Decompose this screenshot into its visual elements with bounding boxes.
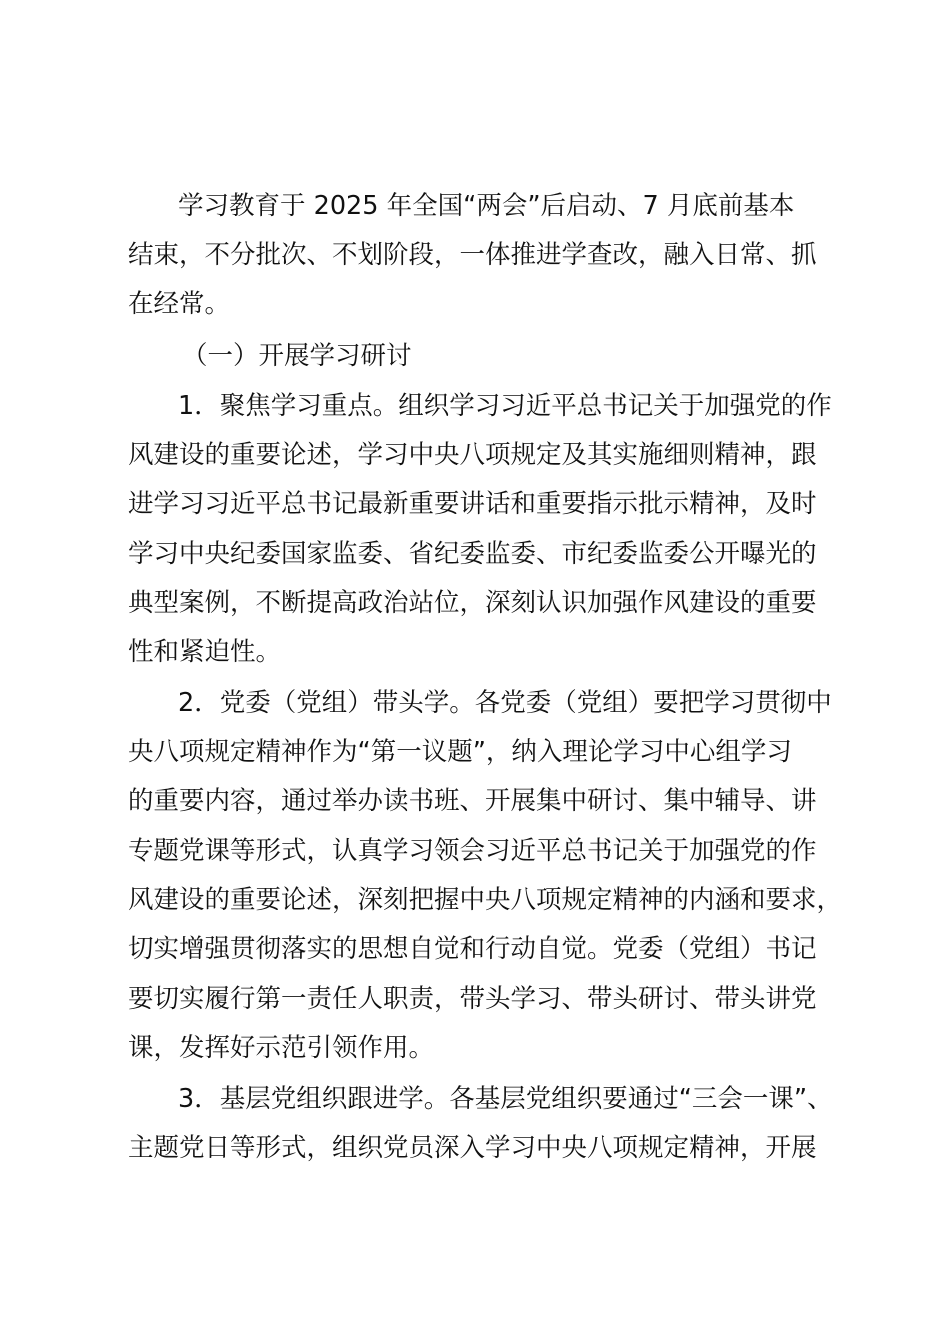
item1-line-3: 进学习习近平总书记最新重要讲话和重要指示批示精神，及时 — [128, 489, 817, 519]
item3-line-1: 3．基层党组织跟进学。各基层党组织要通过“三会一课”、 — [178, 1084, 833, 1114]
item2-line-2: 央八项规定精神作为“第一议题”，纳入理论学习中心组学习 — [128, 737, 792, 767]
item2-line-5: 风建设的重要论述，深刻把握中央八项规定精神的内涵和要求， — [128, 885, 843, 915]
item2-line-3: 的重要内容，通过举办读书班、开展集中研讨、集中辅导、讲 — [128, 786, 817, 816]
item2-line-4: 专题党课等形式，认真学习领会习近平总书记关于加强党的作 — [128, 836, 817, 866]
intro-line-2: 结束，不分批次、不划阶段，一体推进学查改，融入日常、抓 — [128, 240, 817, 270]
item1-line-6: 性和紧迫性。 — [128, 637, 282, 667]
intro-line-1: 学习教育于 2025 年全国“两会”后启动、7 月底前基本 — [178, 191, 795, 221]
item1-line-2: 风建设的重要论述，学习中央八项规定及其实施细则精神，跟 — [128, 440, 817, 470]
item2-line-6: 切实增强贯彻落实的思想自觉和行动自觉。党委（党组）书记 — [128, 934, 817, 964]
item1-line-1: 1．聚焦学习重点。组织学习习近平总书记关于加强党的作 — [178, 391, 832, 421]
intro-line-3: 在经常。 — [128, 289, 231, 319]
item2-line-7: 要切实履行第一责任人职责，带头学习、带头研讨、带头讲党 — [128, 984, 817, 1014]
item3-line-2: 主题党日等形式，组织党员深入学习中央八项规定精神，开展 — [128, 1133, 817, 1163]
item1-line-4: 学习中央纪委国家监委、省纪委监委、市纪委监委公开曝光的 — [128, 539, 817, 569]
item2-line-1: 2．党委（党组）带头学。各党委（党组）要把学习贯彻中 — [178, 688, 832, 718]
section-heading: （一）开展学习研讨 — [182, 341, 412, 371]
item2-line-8: 课，发挥好示范引领作用。 — [128, 1033, 435, 1063]
item1-line-5: 典型案例，不断提高政治站位，深刻认识加强作风建设的重要 — [128, 588, 817, 618]
